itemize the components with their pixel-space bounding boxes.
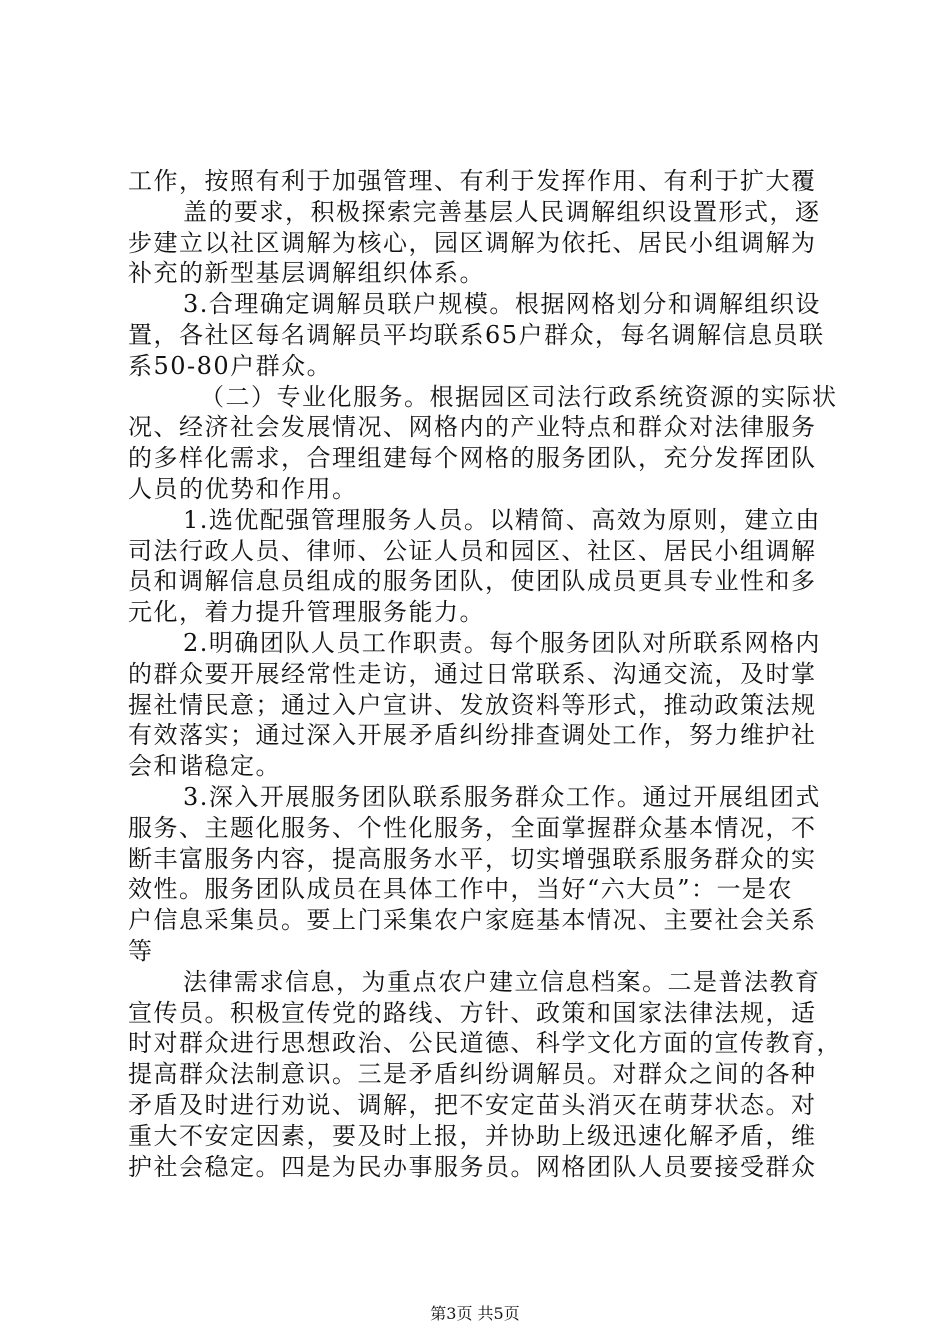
- text-line: 员和调解信息员组成的服务团队，使团队成员更具专业性和多: [128, 567, 817, 596]
- text-line: 宣传员。积极宣传党的路线、方针、政策和国家法律法规，适: [128, 998, 817, 1027]
- text-line: 效性。服务团队成员在具体工作中，当好“六大员”：一是农: [128, 875, 794, 904]
- text-line: 2.明确团队人员工作职责。每个服务团队对所联系网格内: [183, 628, 821, 657]
- text-line: 时对群众进行思想政治、公民道德、科学文化方面的宣传教育，: [128, 1029, 842, 1058]
- text-line: 置，各社区每名调解员平均联系65户群众，每名调解信息员联: [128, 320, 825, 349]
- text-line: 况、经济社会发展情况、网格内的产业特点和群众对法律服务: [128, 413, 817, 442]
- text-line: 服务、主题化服务、个性化服务，全面掌握群众基本情况，不: [128, 813, 817, 842]
- text-line: 有效落实；通过深入开展矛盾纠纷排查调处工作，努力维护社: [128, 721, 817, 750]
- document-body: [128, 166, 842, 1182]
- text-line: 系50-80户群众。: [128, 351, 333, 380]
- text-line: 户信息采集员。要上门采集农户家庭基本情况、主要社会关系: [128, 906, 817, 935]
- text-line: 法律需求信息，为重点农户建立信息档案。二是普法教育: [183, 967, 821, 996]
- text-line: 的多样化需求，合理组建每个网格的服务团队，充分发挥团队: [128, 444, 817, 473]
- text-line: 等: [128, 936, 154, 965]
- text-line: 护社会稳定。四是为民办事服务员。网格团队人员要接受群众: [128, 1152, 817, 1181]
- text-line: 1.选优配强管理服务人员。以精简、高效为原则，建立由: [183, 505, 821, 534]
- text-line: 步建立以社区调解为核心，园区调解为依托、居民小组调解为: [128, 228, 817, 257]
- text-line: 工作，按照有利于加强管理、有利于发挥作用、有利于扩大覆: [128, 167, 817, 195]
- text-line: （二）专业化服务。根据园区司法行政系统资源的实际状: [200, 382, 838, 411]
- text-line: 提高群众法制意识。三是矛盾纠纷调解员。对群众之间的各种: [128, 1060, 817, 1089]
- text-line: 3.合理确定调解员联户规模。根据网格划分和调解组织设: [183, 290, 821, 319]
- text-line: 的群众要开展经常性走访，通过日常联系、沟通交流，及时掌: [128, 659, 817, 688]
- text-line: 元化，着力提升管理服务能力。: [128, 598, 485, 627]
- text-line: 3.深入开展服务团队联系服务群众工作。通过开展组团式: [183, 782, 821, 811]
- text-line: 握社情民意；通过入户宣讲、发放资料等形式，推动政策法规: [128, 690, 817, 719]
- text-line: 人员的优势和作用。: [128, 474, 358, 503]
- text-line: 断丰富服务内容，提高服务水平，切实增强联系服务群众的实: [128, 844, 817, 873]
- text-line: 重大不安定因素，要及时上报，并协助上级迅速化解矛盾，维: [128, 1121, 817, 1150]
- text-line: 矛盾及时进行劝说、调解，把不安定苗头消灭在萌芽状态。对: [128, 1090, 817, 1119]
- text-line: 盖的要求，积极探索完善基层人民调解组织设置形式，逐: [183, 197, 821, 226]
- page-number-footer: 第3页 共5页: [430, 1304, 520, 1323]
- text-line: 司法行政人员、律师、公证人员和园区、社区、居民小组调解: [128, 536, 817, 565]
- text-line: 会和谐稳定。: [128, 752, 281, 781]
- text-line: 补充的新型基层调解组织体系。: [128, 259, 485, 288]
